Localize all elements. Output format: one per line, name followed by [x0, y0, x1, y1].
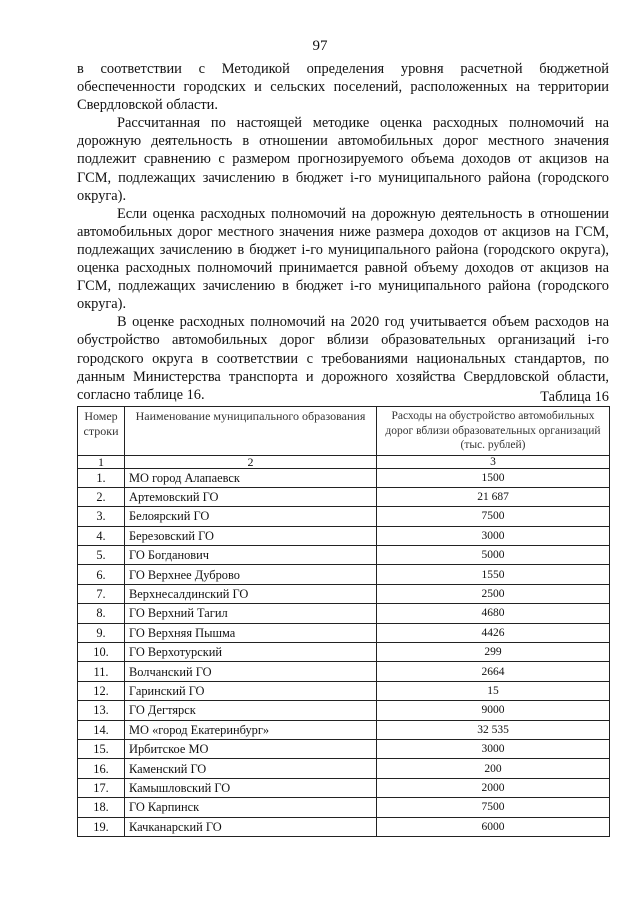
municipality-name-cell: МО город Алапаевск: [125, 468, 377, 487]
table-row: [78, 546, 610, 565]
expense-value-cell: 4426: [377, 623, 610, 642]
row-number-cell: 10.: [78, 643, 125, 662]
expense-value-cell: 1550: [377, 565, 610, 584]
row-number-cell: 4.: [78, 526, 125, 545]
table-row: [78, 681, 610, 700]
municipality-name-cell: Белоярский ГО: [125, 507, 377, 526]
table-row: [78, 584, 610, 603]
expense-value-cell: 7500: [377, 798, 610, 817]
table-row: [78, 701, 610, 720]
table-row: [78, 623, 610, 642]
municipality-name-cell: МО «город Екатеринбург»: [125, 720, 377, 739]
municipality-name-cell: ГО Верхотурский: [125, 643, 377, 662]
row-number-cell: 2.: [78, 487, 125, 506]
municipality-name-cell: Камышловский ГО: [125, 778, 377, 797]
municipality-name-cell: ГО Верхнее Дуброво: [125, 565, 377, 584]
row-number-cell: 15.: [78, 739, 125, 758]
municipality-name-cell: Верхнесалдинский ГО: [125, 584, 377, 603]
expense-value-cell: 5000: [377, 546, 610, 565]
municipality-name-cell: Гаринский ГО: [125, 681, 377, 700]
table-row: [78, 798, 610, 817]
municipality-name-cell: ГО Верхняя Пышма: [125, 623, 377, 642]
row-number-cell: 11.: [78, 662, 125, 681]
row-number-cell: 18.: [78, 798, 125, 817]
column-number: 2: [125, 455, 377, 468]
paragraph-2: Рассчитанная по настоящей методике оценка расходных полномочий на дорожную деятельность в отношении автомобильных дорог местного значения подлежит сравнению с размером прогнозируемого объема доходов от акцизов на ГСМ, подлежащих зачислению в бюджет i-го муниципального района (городского округа).: [77, 115, 609, 204]
row-number-cell: 13.: [78, 701, 125, 720]
table-row: [78, 778, 610, 797]
page-number: 97: [312, 38, 328, 54]
row-number-cell: 9.: [78, 623, 125, 642]
column-number-row: [78, 455, 610, 468]
municipality-name-cell: Березовский ГО: [125, 526, 377, 545]
expense-value-cell: 3000: [377, 526, 610, 545]
table-row: [78, 468, 610, 487]
expense-value-cell: 2664: [377, 662, 610, 681]
column-number: 3: [377, 455, 610, 468]
expense-value-cell: 15: [377, 681, 610, 700]
expense-value-cell: 3000: [377, 739, 610, 758]
expense-value-cell: 6000: [377, 817, 610, 836]
table-row: [78, 759, 610, 778]
row-number-cell: 17.: [78, 778, 125, 797]
table-row: [78, 526, 610, 545]
expense-value-cell: 2500: [377, 584, 610, 603]
row-number-cell: 14.: [78, 720, 125, 739]
row-number-cell: 5.: [78, 546, 125, 565]
row-number-cell: 3.: [78, 507, 125, 526]
municipality-name-cell: Каменский ГО: [125, 759, 377, 778]
paragraph-1: в соответствии с Методикой определения уровня расчетной бюджетной обеспеченности городских и сельских поселений, расположенных на территории Свердловской области.: [77, 61, 609, 114]
row-number-cell: 7.: [78, 584, 125, 603]
municipality-name-cell: Ирбитское МО: [125, 739, 377, 758]
expense-value-cell: 9000: [377, 701, 610, 720]
table-row: [78, 507, 610, 526]
row-number-cell: 12.: [78, 681, 125, 700]
row-number-cell: 19.: [78, 817, 125, 836]
expense-value-cell: 21 687: [377, 487, 610, 506]
municipality-name-cell: Качканарский ГО: [125, 817, 377, 836]
table-row: [78, 487, 610, 506]
expense-value-cell: 7500: [377, 507, 610, 526]
table-row: [78, 720, 610, 739]
table-row: [78, 739, 610, 758]
row-number-cell: 8.: [78, 604, 125, 623]
header-expenses: Расходы на обустройство автомобильных дорог вблизи образовательных организаций (тыс. рублей): [377, 407, 610, 456]
table-row: [78, 662, 610, 681]
table-header-row: [78, 407, 610, 456]
table-row: [78, 565, 610, 584]
body-text: [77, 60, 609, 404]
table-row: [78, 817, 610, 836]
paragraph-3: Если оценка расходных полномочий на дорожную деятельность в отношении автомобильных дорог местного значения ниже размера доходов от акцизов на ГСМ, подлежащих зачислению в бюджет i-го муниципального района (городского округа), оценка расходных полномочий принимается равной объему доходов от акцизов на ГСМ, подлежащих зачислению в бюджет i-го муниципального района (городского округа).: [77, 205, 609, 313]
expense-value-cell: 1500: [377, 468, 610, 487]
municipality-name-cell: Волчанский ГО: [125, 662, 377, 681]
expense-value-cell: 299: [377, 643, 610, 662]
column-number: 1: [78, 455, 125, 468]
table-row: [78, 604, 610, 623]
row-number-cell: 16.: [78, 759, 125, 778]
expense-value-cell: 4680: [377, 604, 610, 623]
municipality-name-cell: ГО Дегтярск: [125, 701, 377, 720]
expense-value-cell: 200: [377, 759, 610, 778]
data-table: [77, 406, 610, 837]
header-row-number: Номер строки: [78, 407, 125, 456]
row-number-cell: 6.: [78, 565, 125, 584]
table-caption: Таблица 16: [540, 389, 609, 405]
municipality-name-cell: Артемовский ГО: [125, 487, 377, 506]
municipality-name-cell: ГО Карпинск: [125, 798, 377, 817]
table-row: [78, 643, 610, 662]
expense-value-cell: 32 535: [377, 720, 610, 739]
paragraph-4: В оценке расходных полномочий на 2020 год учитывается объем расходов на обустройство автомобильных дорог вблизи образовательных организаций i-го городского округа в соответствии с требованиями национальных стандартов, по данным Министерства транспорта и дорожного хозяйства Свердловской области, согласно таблице 16.: [77, 314, 609, 403]
header-municipality-name: Наименование муниципального образования: [125, 407, 377, 456]
row-number-cell: 1.: [78, 468, 125, 487]
municipality-name-cell: ГО Верхний Тагил: [125, 604, 377, 623]
expense-value-cell: 2000: [377, 778, 610, 797]
municipality-name-cell: ГО Богданович: [125, 546, 377, 565]
